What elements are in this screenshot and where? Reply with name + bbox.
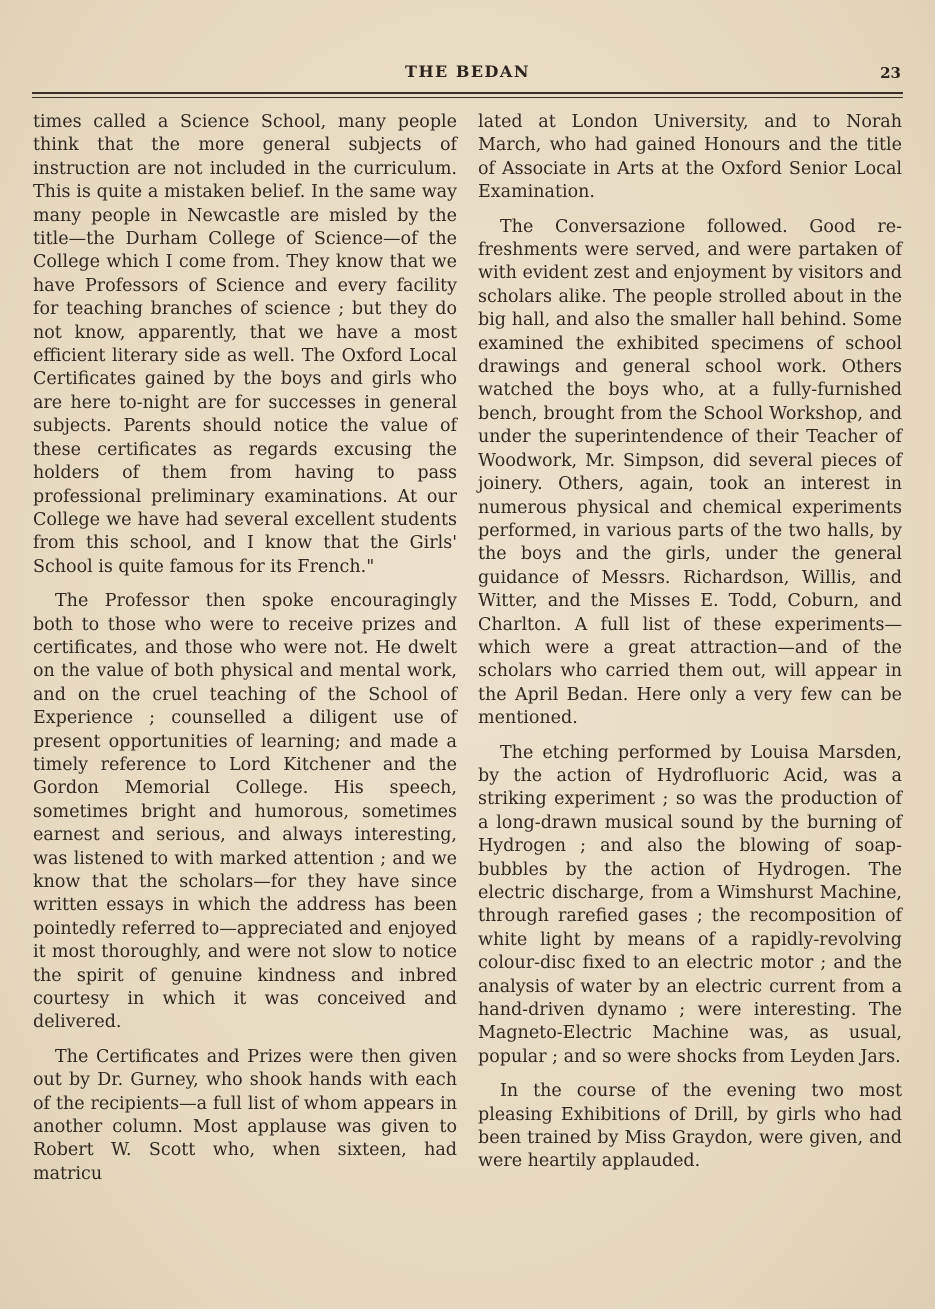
page-header — [0, 58, 935, 88]
paragraph: The Certificates and Prizes were then given out by Dr. Gurney, who shook hands with each of the recipients—a full list of whom appears in another column. Most applause was given to Robert W. Scott who, when sixteen, had matricu — [33, 1046, 457, 1184]
right-column — [478, 111, 902, 1174]
left-column — [33, 111, 457, 1186]
page-number: 23 — [880, 64, 901, 82]
header-rule-thick — [32, 92, 903, 94]
paragraph: lated at London University, and to Norah March, who had gained Honours and the title of Associate in Arts at the Oxford Senior Local Examination. — [478, 112, 902, 203]
paragraph: In the course of the evening two most pleasing Exhibitions of Drill, by girls who had been trained by Miss Graydon, were given, and were heartily applauded. — [478, 1081, 902, 1172]
paragraph: The etching performed by Louisa Marsden, by the action of Hydrofluoric Acid, was a striking experiment ; so was the production of a long-drawn musical sound by the burning of Hydrogen ; and also the blowing of soap-bubbles by the action of Hydrogen. The electric discharge, from a Wimshurst Machine, through rarefied gases ; the recomposition of white light by means of a rapidly-revolving colour-disc fixed to an electric motor ; and the analysis of water by an electric current from a hand-driven dynamo ; were interesting. The Magneto-Electric Machine was, as usual, popular ; and so were shocks from Leyden Jars. — [478, 742, 902, 1067]
paragraph: The Conversazione followed. Good refreshments were served, and were partaken of with evident zest and enjoyment by visitors and scholars alike. The people strolled about in the big hall, and also the smaller hall behind. Some examined the exhibited specimens of school drawings and general school work. Others watched the boys who, at a fully-furnished bench, brought from the School Workshop, and under the superintendence of their Teacher of Woodwork, Mr. Simpson, did several pieces of joinery. Others, again, took an interest in numerous physical and chemical experiments performed, in various parts of the two halls, by the boys and the girls, under the general guidance of Messrs. Richardson, Willis, and Witter, and the Misses E. Todd, Coburn, and Charlton. A full list of these experiments—which were a great attraction—and of the scholars who carried them out, will appear in the April Bedan. Here only a very few can be mentioned. — [478, 216, 902, 729]
paragraph: times called a Science School, many people think that the more general subjects of instruction are not included in the curriculum. This is quite a mistaken belief. In the same way many people in Newcastle are misled by the title—the Durham College of Science—of the College which I come from. They know that we have Professors of Science and every facility for teaching branches of science ; but they do not know, apparently, that we have a most efficient literary side as well. The Oxford Local Certificates gained by the boys and girls who are here to-night are for successes in general subjects. Parents should notice the value of these certificates as regards excusing the holders of them from having to pass professional preliminary examinations. At our College we have had several excellent students from this school, and I know that the Girls' School is quite famous for its French." — [33, 112, 457, 577]
paragraph: The Professor then spoke encouragingly both to those who were to receive prizes and certificates, and those who were not. He dwelt on the value of both physical and mental work, and on the cruel teaching of the School of Experience ; counselled a diligent use of present opportunities of learning; and made a timely reference to Lord Kitchener and the Gordon Memorial College. His speech, sometimes bright and humorous, sometimes earnest and serious, and always interesting, was listened to with marked attention ; and we know that the scholars—for they have since written essays in which the address has been pointedly referred to—appreciated and enjoyed it most thoroughly, and were not slow to notice the spirit of genuine kindness and inbred courtesy in which it was conceived and delivered. — [33, 591, 457, 1033]
running-title: THE BEDAN — [405, 62, 530, 81]
header-rule-thin — [32, 97, 903, 98]
